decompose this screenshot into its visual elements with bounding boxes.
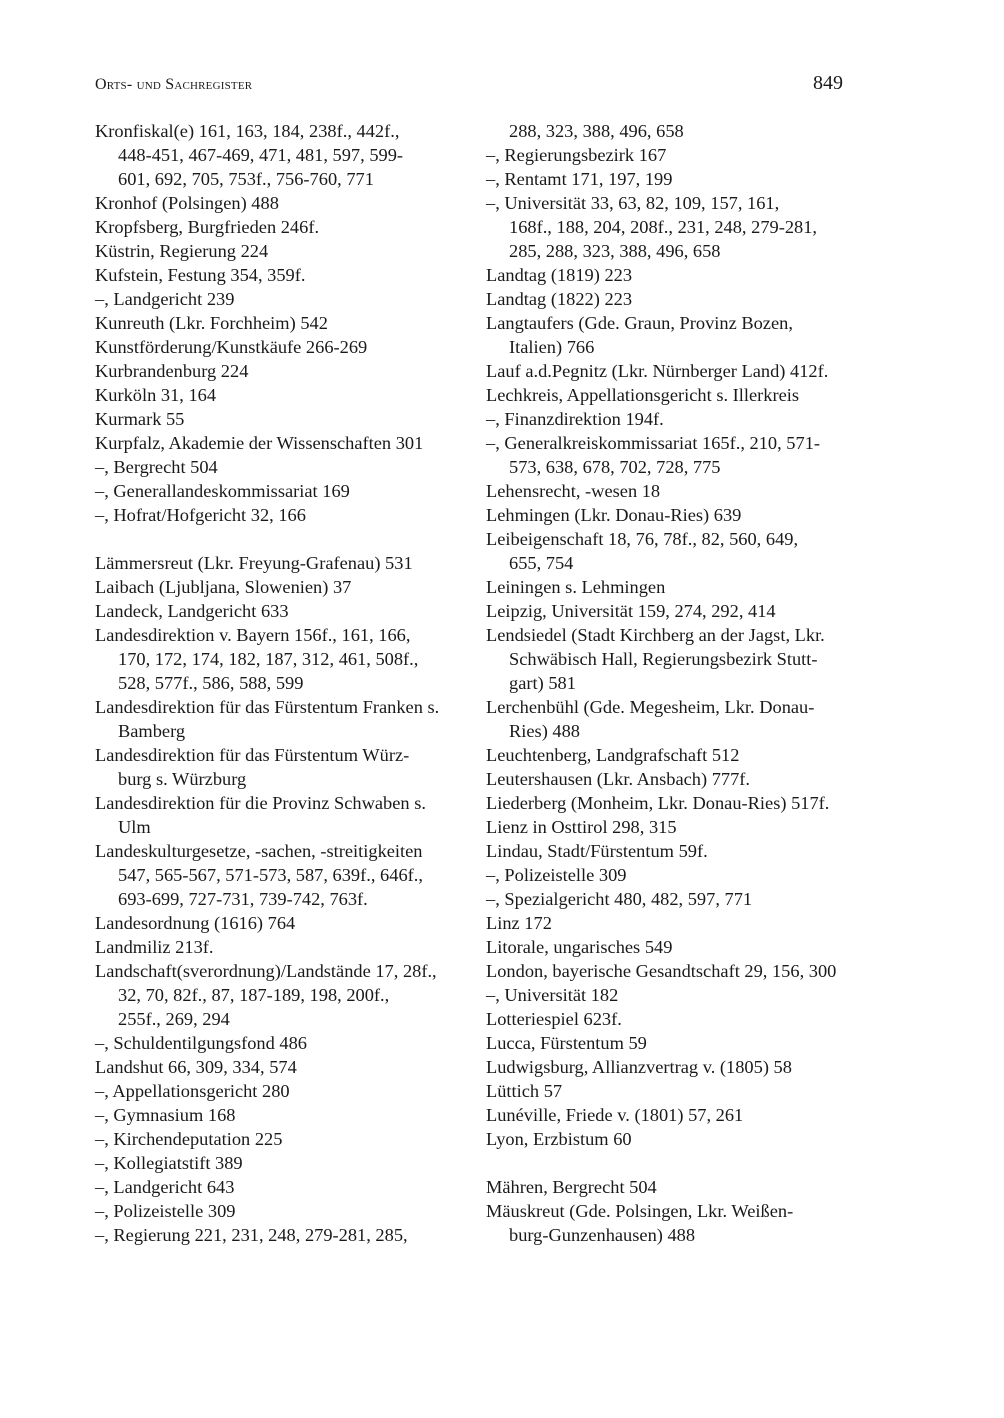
index-entry: Ludwigsburg, Allianzvertrag v. (1805) 58 <box>486 1057 792 1077</box>
index-entry: Linz 172 <box>486 913 552 933</box>
index-entry: Lucca, Fürstentum 59 <box>486 1033 647 1053</box>
index-entry: Litorale, ungarisches 549 <box>486 937 673 957</box>
index-entry: –, Rentamt 171, 197, 199 <box>486 169 673 189</box>
index-entry: Leutershausen (Lkr. Ansbach) 777f. <box>486 769 751 789</box>
index-entry: Leibeigenschaft 18, 76, 78f., 82, 560, 649, 655, 754 <box>486 529 799 573</box>
index-entry: –, Kollegiatstift 389 <box>95 1153 243 1173</box>
index-entry: –, Spezialgericht 480, 482, 597, 771 <box>486 889 753 909</box>
index-entry: –, Gymnasium 168 <box>95 1105 236 1125</box>
index-entry: Kurköln 31, 164 <box>95 385 217 405</box>
index-entry: Landesdirektion für das Fürstentum Würz- burg s. Würzburg <box>95 745 410 789</box>
index-entry: Landmiliz 213f. <box>95 937 214 957</box>
index-entry: –, Hofrat/Hofgericht 32, 166 <box>95 505 306 525</box>
index-entry: Lüttich 57 <box>486 1081 563 1101</box>
index-entry: –, Kirchendeputation 225 <box>95 1129 283 1149</box>
index-entry: Landesdirektion v. Bayern 156f., 161, 166, 170, 172, 174, 182, 187, 312, 461, 508f., 528, 577f., 586, 588, 599 <box>95 625 419 693</box>
index-entry: Kurpfalz, Akademie der Wissenschaften 301 <box>95 433 424 453</box>
index-entry: Lindau, Stadt/Fürstentum 59f. <box>486 841 708 861</box>
index-entry: Lunéville, Friede v. (1801) 57, 261 <box>486 1105 744 1125</box>
page-number: 849 <box>813 72 843 94</box>
index-entry: Landesdirektion für die Provinz Schwaben s. Ulm <box>95 793 426 837</box>
index-entry: –, Regierungsbezirk 167 <box>486 145 667 165</box>
index-entry: –, Generalkreiskommissariat 165f., 210, 571- 573, 638, 678, 702, 728, 775 <box>486 433 821 477</box>
index-entry: Mäuskreut (Gde. Polsingen, Lkr. Weißen- burg-Gunzenhausen) 488 <box>486 1201 794 1245</box>
index-entry: Kurmark 55 <box>95 409 185 429</box>
index-entry: –, Regierung 221, 231, 248, 279-281, 285, <box>95 1225 408 1245</box>
index-entry: Lienz in Osttirol 298, 315 <box>486 817 677 837</box>
index-entry: Langtaufers (Gde. Graun, Provinz Bozen, Italien) 766 <box>486 313 793 357</box>
index-entry: Landeck, Landgericht 633 <box>95 601 289 621</box>
index-entry: Landesordnung (1616) 764 <box>95 913 296 933</box>
index-entry: –, Landgericht 239 <box>95 289 235 309</box>
index-entry: Mähren, Bergrecht 504 <box>486 1177 657 1197</box>
letter-section-gap <box>95 527 467 551</box>
index-entry: Lauf a.d.Pegnitz (Lkr. Nürnberger Land) 412f. <box>486 361 829 381</box>
index-entry: Kunstförderung/Kunstkäufe 266-269 <box>95 337 368 357</box>
index-entry: –, Polizeistelle 309 <box>95 1201 236 1221</box>
index-entry: Landtag (1819) 223 <box>486 265 633 285</box>
index-entry: Kronfiskal(e) 161, 163, 184, 238f., 442f., 448-451, 467-469, 471, 481, 597, 599- 601, 692, 705, 753f., 756-760, 771 <box>95 121 404 189</box>
index-entry: Küstrin, Regierung 224 <box>95 241 269 261</box>
index-entry: –, Polizeistelle 309 <box>486 865 627 885</box>
index-entry: Leipzig, Universität 159, 274, 292, 414 <box>486 601 776 621</box>
index-entry: Lerchenbühl (Gde. Megesheim, Lkr. Donau- Ries) 488 <box>486 697 815 741</box>
index-entry: Lyon, Erzbistum 60 <box>486 1129 632 1149</box>
index-column-right <box>486 119 846 1247</box>
index-entry: Kronhof (Polsingen) 488 <box>95 193 279 213</box>
index-entry: –, Bergrecht 504 <box>95 457 218 477</box>
index-entry: Landesdirektion für das Fürstentum Franken s. Bamberg <box>95 697 440 741</box>
index-entry: Leuchtenberg, Landgrafschaft 512 <box>486 745 740 765</box>
index-entry: Landeskulturgesetze, -sachen, -streitigkeiten 547, 565-567, 571-573, 587, 639f., 646f., 693-699, 727-731, 739-742, 763f. <box>95 841 423 909</box>
index-entry: –, Finanzdirektion 194f. <box>486 409 664 429</box>
index-entry: –, Universität 33, 63, 82, 109, 157, 161, 168f., 188, 204, 208f., 231, 248, 279-281, 285, 288, 323, 388, 496, 658 <box>486 193 818 261</box>
index-entry: Lendsiedel (Stadt Kirchberg an der Jagst, Lkr. Schwäbisch Hall, Regierungsbezirk Stutt- gart) 581 <box>486 625 825 693</box>
index-entry: London, bayerische Gesandtschaft 29, 156, 300 <box>486 961 837 981</box>
index-entry: Lechkreis, Appellationsgericht s. Illerkreis <box>486 385 800 405</box>
index-entry: Landtag (1822) 223 <box>486 289 633 309</box>
running-head-title: Orts- und Sachregister <box>95 76 253 93</box>
index-entry: Landshut 66, 309, 334, 574 <box>95 1057 297 1077</box>
index-entry: Liederberg (Monheim, Lkr. Donau-Ries) 517f. <box>486 793 830 813</box>
index-entry: Kropfsberg, Burgfrieden 246f. <box>95 217 320 237</box>
index-entry: Lehmingen (Lkr. Donau-Ries) 639 <box>486 505 742 525</box>
index-entry: –, Schuldentilgungsfond 486 <box>95 1033 307 1053</box>
index-entry: Laibach (Ljubljana, Slowenien) 37 <box>95 577 352 597</box>
index-entry: Lehensrecht, -wesen 18 <box>486 481 661 501</box>
index-entry: –, Generallandeskommissariat 169 <box>95 481 350 501</box>
index-entry: 288, 323, 388, 496, 658 <box>509 121 684 141</box>
index-entry: –, Appellationsgericht 280 <box>95 1081 290 1101</box>
index-entry: Kurbrandenburg 224 <box>95 361 249 381</box>
running-head <box>95 72 843 102</box>
index-entry: Lämmersreut (Lkr. Freyung-Grafenau) 531 <box>95 553 413 573</box>
index-entry: –, Landgericht 643 <box>95 1177 235 1197</box>
letter-section-gap <box>486 1151 846 1175</box>
index-column-left <box>95 119 467 1247</box>
index-entry: Kunreuth (Lkr. Forchheim) 542 <box>95 313 328 333</box>
index-entry: Leiningen s. Lehmingen <box>486 577 666 597</box>
index-entry: –, Universität 182 <box>486 985 619 1005</box>
index-entry: Kufstein, Festung 354, 359f. <box>95 265 306 285</box>
index-entry: Lotteriespiel 623f. <box>486 1009 622 1029</box>
index-entry: Landschaft(sverordnung)/Landstände 17, 28f., 32, 70, 82f., 87, 187-189, 198, 200f., 255f., 269, 294 <box>95 961 437 1029</box>
